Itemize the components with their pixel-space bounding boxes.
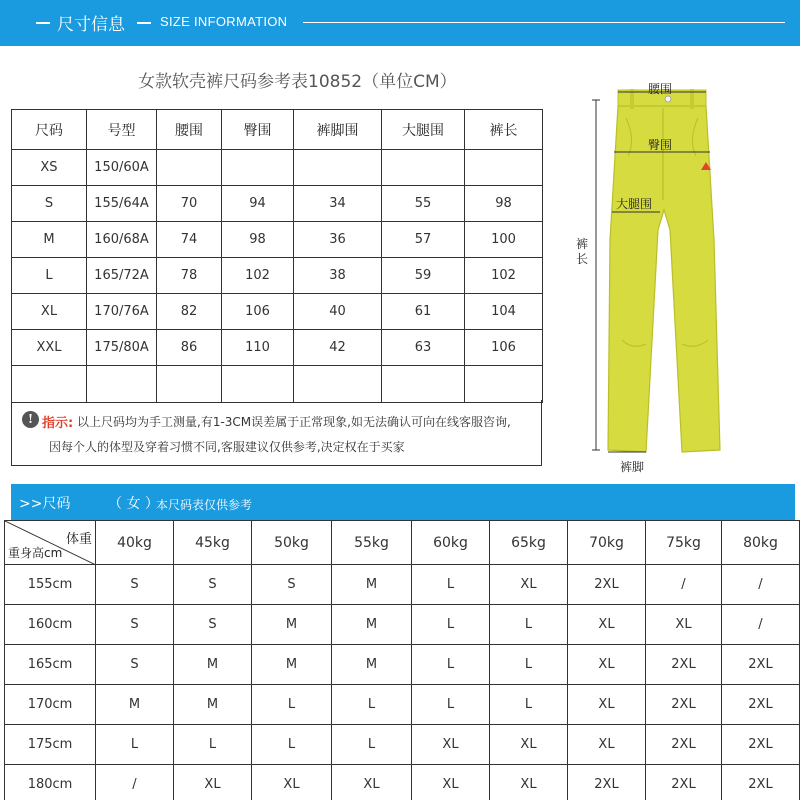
weight-header-row bbox=[5, 521, 800, 565]
size-cell: M bbox=[174, 685, 252, 725]
size-cell: L bbox=[490, 645, 568, 685]
size-cell: M bbox=[252, 645, 332, 685]
size-cell: 2XL bbox=[646, 765, 722, 800]
note-line-2: 因每个人的体型及穿着习惯不同,客服建议仅供参考,决定权在于买家 bbox=[49, 440, 405, 454]
size-cell: 2XL bbox=[722, 725, 800, 765]
table-cell: 38 bbox=[294, 258, 382, 294]
size-cell: 2XL bbox=[646, 725, 722, 765]
size-cell: S bbox=[252, 565, 332, 605]
size-cell: S bbox=[96, 645, 174, 685]
size-note-box bbox=[11, 400, 542, 466]
header-rule bbox=[303, 22, 785, 23]
corner-weight-label: 体重 bbox=[65, 532, 92, 547]
table-cell: 70 bbox=[157, 186, 222, 222]
size-cell: 2XL bbox=[722, 765, 800, 800]
table-cell: 110 bbox=[222, 330, 294, 366]
size-cell: L bbox=[174, 725, 252, 765]
size-cell: L bbox=[332, 685, 412, 725]
thigh-label: 大腿围 bbox=[616, 197, 653, 211]
table-row bbox=[12, 294, 543, 330]
table-cell: 165/72A bbox=[87, 258, 157, 294]
size-cell: L bbox=[332, 725, 412, 765]
size-cell: L bbox=[490, 685, 568, 725]
table-cell: 170/76A bbox=[87, 294, 157, 330]
table-row bbox=[12, 186, 543, 222]
size-cell: XL bbox=[568, 605, 646, 645]
header-cell: 裤长 bbox=[465, 110, 543, 150]
size-cell: S bbox=[174, 565, 252, 605]
size-cell: S bbox=[96, 605, 174, 645]
table-row bbox=[12, 258, 543, 294]
table-cell: 102 bbox=[222, 258, 294, 294]
table-row bbox=[5, 565, 800, 605]
size-cell: M bbox=[332, 565, 412, 605]
height-cell: 170cm bbox=[5, 685, 96, 725]
header-cell: 大腿围 bbox=[382, 110, 465, 150]
table-cell: 36 bbox=[294, 222, 382, 258]
table-cell: 150/60A bbox=[87, 150, 157, 186]
note-label: 指示: bbox=[42, 416, 74, 431]
section-gender: （ 女 ） bbox=[108, 496, 159, 512]
header-cell: 臀围 bbox=[222, 110, 294, 150]
table-cell: 42 bbox=[294, 330, 382, 366]
height-cell: 180cm bbox=[5, 765, 96, 800]
pants-illustration bbox=[570, 60, 800, 480]
table-cell bbox=[294, 150, 382, 186]
waist-label: 腰围 bbox=[648, 82, 673, 96]
size-cell: L bbox=[252, 685, 332, 725]
table-cell: 98 bbox=[465, 186, 543, 222]
size-cell: / bbox=[722, 565, 800, 605]
size-cell: L bbox=[412, 565, 490, 605]
table-cell: XL bbox=[12, 294, 87, 330]
size-cell: 2XL bbox=[722, 685, 800, 725]
length-label-2: 长 bbox=[576, 252, 589, 266]
table-cell: 40 bbox=[294, 294, 382, 330]
table-cell: 63 bbox=[382, 330, 465, 366]
table-row bbox=[5, 645, 800, 685]
table-cell: 98 bbox=[222, 222, 294, 258]
table-cell: 106 bbox=[222, 294, 294, 330]
corner-cell bbox=[5, 521, 96, 565]
header-dash-right bbox=[137, 22, 151, 24]
table-cell bbox=[294, 366, 382, 403]
weight-header-cell: 75kg bbox=[646, 521, 722, 565]
weight-header-cell: 60kg bbox=[412, 521, 490, 565]
table-cell: 160/68A bbox=[87, 222, 157, 258]
size-cell: XL bbox=[568, 725, 646, 765]
size-cell: 2XL bbox=[568, 765, 646, 800]
height-cell: 160cm bbox=[5, 605, 96, 645]
height-cell: 175cm bbox=[5, 725, 96, 765]
pants-drawing bbox=[570, 60, 800, 480]
table-row bbox=[5, 765, 800, 800]
length-label-1: 裤 bbox=[576, 237, 589, 251]
table-cell: 175/80A bbox=[87, 330, 157, 366]
table-cell bbox=[157, 150, 222, 186]
weight-height-table bbox=[4, 520, 800, 800]
weight-header-cell: 80kg bbox=[722, 521, 800, 565]
info-icon: ! bbox=[22, 411, 39, 428]
size-cell: / bbox=[646, 565, 722, 605]
table-cell bbox=[465, 150, 543, 186]
table-cell: 61 bbox=[382, 294, 465, 330]
size-chart-table bbox=[11, 109, 543, 403]
hip-label: 臀围 bbox=[648, 138, 673, 152]
table-cell: L bbox=[12, 258, 87, 294]
pants-shape bbox=[608, 106, 720, 452]
corner-height-label: 重身高cm bbox=[8, 546, 63, 560]
size-cell: M bbox=[252, 605, 332, 645]
table-cell: S bbox=[12, 186, 87, 222]
hem-label: 裤脚 bbox=[620, 460, 645, 474]
section-banner bbox=[11, 484, 795, 520]
table-cell: 86 bbox=[157, 330, 222, 366]
table-cell bbox=[382, 366, 465, 403]
header-title-en: SIZE INFORMATION bbox=[160, 14, 288, 29]
size-cell: XL bbox=[490, 725, 568, 765]
size-cell: 2XL bbox=[646, 685, 722, 725]
table-row bbox=[12, 222, 543, 258]
size-chart-header-row bbox=[12, 110, 543, 150]
table-cell: 57 bbox=[382, 222, 465, 258]
table-cell bbox=[87, 366, 157, 403]
weight-header-cell: 40kg bbox=[96, 521, 174, 565]
weight-header-cell: 50kg bbox=[252, 521, 332, 565]
table-cell bbox=[382, 150, 465, 186]
table-cell: 94 bbox=[222, 186, 294, 222]
size-cell: L bbox=[412, 685, 490, 725]
table-cell: 55 bbox=[382, 186, 465, 222]
table-cell bbox=[465, 366, 543, 403]
size-cell: S bbox=[96, 565, 174, 605]
header-dash-left bbox=[36, 22, 50, 24]
header-banner bbox=[0, 0, 800, 46]
size-cell: / bbox=[96, 765, 174, 800]
size-cell: / bbox=[722, 605, 800, 645]
weight-header-cell: 45kg bbox=[174, 521, 252, 565]
table-cell: 78 bbox=[157, 258, 222, 294]
note-line-1: 以上尺码均为手工测量,有1-3CM误差属于正常现象,如无法确认可向在线客服咨询, bbox=[77, 415, 511, 429]
size-cell: XL bbox=[412, 765, 490, 800]
size-cell: XL bbox=[332, 765, 412, 800]
header-title-cn: 尺寸信息 bbox=[57, 15, 125, 35]
table-row bbox=[12, 150, 543, 186]
size-cell: L bbox=[96, 725, 174, 765]
table-row bbox=[12, 330, 543, 366]
table-cell: XS bbox=[12, 150, 87, 186]
table-row bbox=[5, 725, 800, 765]
height-cell: 165cm bbox=[5, 645, 96, 685]
size-chart-title: 女款软壳裤尺码参考表10852（单位CM） bbox=[138, 72, 457, 92]
size-cell: XL bbox=[174, 765, 252, 800]
table-cell: 100 bbox=[465, 222, 543, 258]
size-cell: M bbox=[96, 685, 174, 725]
size-cell: XL bbox=[568, 685, 646, 725]
weight-header-cell: 65kg bbox=[490, 521, 568, 565]
size-cell: M bbox=[332, 605, 412, 645]
size-cell: 2XL bbox=[722, 645, 800, 685]
table-row bbox=[12, 366, 543, 403]
header-cell: 号型 bbox=[87, 110, 157, 150]
size-cell: L bbox=[412, 605, 490, 645]
size-cell: L bbox=[490, 605, 568, 645]
table-cell: 74 bbox=[157, 222, 222, 258]
table-row bbox=[5, 685, 800, 725]
table-cell bbox=[222, 150, 294, 186]
weight-header-cell: 70kg bbox=[568, 521, 646, 565]
size-cell: XL bbox=[490, 765, 568, 800]
header-cell: 腰围 bbox=[157, 110, 222, 150]
height-cell: 155cm bbox=[5, 565, 96, 605]
size-cell: 2XL bbox=[646, 645, 722, 685]
table-cell bbox=[222, 366, 294, 403]
header-cell: 裤脚围 bbox=[294, 110, 382, 150]
table-cell: 59 bbox=[382, 258, 465, 294]
size-cell: XL bbox=[490, 565, 568, 605]
section-title: >>尺码 bbox=[19, 496, 71, 512]
table-cell: 155/64A bbox=[87, 186, 157, 222]
size-cell: L bbox=[412, 645, 490, 685]
size-cell: XL bbox=[568, 645, 646, 685]
table-cell: 106 bbox=[465, 330, 543, 366]
size-cell: 2XL bbox=[568, 565, 646, 605]
size-cell: XL bbox=[412, 725, 490, 765]
table-cell: 82 bbox=[157, 294, 222, 330]
table-cell bbox=[12, 366, 87, 403]
table-cell bbox=[157, 366, 222, 403]
size-cell: XL bbox=[252, 765, 332, 800]
size-cell: XL bbox=[646, 605, 722, 645]
size-cell: S bbox=[174, 605, 252, 645]
table-row bbox=[5, 605, 800, 645]
weight-header-cell: 55kg bbox=[332, 521, 412, 565]
table-cell: M bbox=[12, 222, 87, 258]
header-cell: 尺码 bbox=[12, 110, 87, 150]
table-cell: 102 bbox=[465, 258, 543, 294]
size-cell: M bbox=[174, 645, 252, 685]
section-note: 本尺码表仅供参考 bbox=[156, 498, 253, 512]
table-cell: 34 bbox=[294, 186, 382, 222]
size-cell: M bbox=[332, 645, 412, 685]
table-cell: XXL bbox=[12, 330, 87, 366]
table-cell: 104 bbox=[465, 294, 543, 330]
size-cell: L bbox=[252, 725, 332, 765]
